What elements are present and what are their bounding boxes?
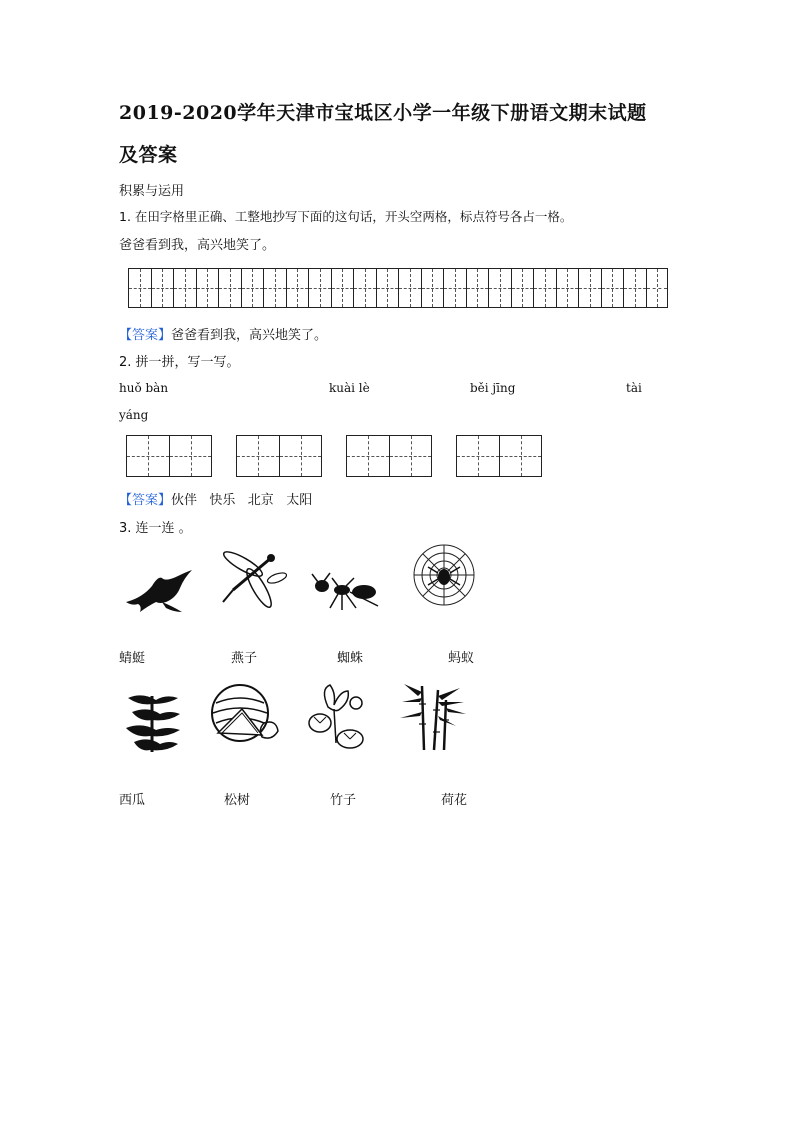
grid-cell bbox=[331, 268, 354, 308]
tian-grid-1 bbox=[126, 435, 212, 477]
grid-cell bbox=[556, 268, 579, 308]
grid-cell bbox=[241, 268, 264, 308]
spider-icon bbox=[410, 543, 478, 609]
pinyin-1: huǒ bàn bbox=[119, 381, 169, 395]
grid-cell bbox=[218, 268, 241, 308]
grid-cell bbox=[286, 268, 309, 308]
grid-cell bbox=[389, 436, 431, 476]
pinyin-2: kuài lè bbox=[329, 381, 370, 395]
document-title: 2019-2020学年天津市宝坻区小学一年级下册语文期末试题 bbox=[119, 102, 647, 124]
plant-label-pine: 松树 bbox=[224, 793, 251, 808]
answer-tag: 【答案】 bbox=[119, 493, 172, 508]
grid-cell bbox=[169, 436, 211, 476]
ant-icon bbox=[308, 572, 386, 612]
bamboo-icon bbox=[398, 680, 468, 752]
answer-text: 伙伴 快乐 北京 太阳 bbox=[171, 493, 313, 508]
grid-cell bbox=[533, 268, 556, 308]
plant-label-bamboo: 竹子 bbox=[330, 793, 357, 808]
question-1-sentence: 爸爸看到我，高兴地笑了。 bbox=[119, 238, 276, 253]
grid-cell bbox=[308, 268, 331, 308]
grid-cell bbox=[279, 436, 321, 476]
grid-cell bbox=[601, 268, 624, 308]
swallow-icon bbox=[122, 568, 196, 616]
tian-grid-2 bbox=[236, 435, 322, 477]
grid-cell bbox=[353, 268, 376, 308]
tian-grid-4 bbox=[456, 435, 542, 477]
animal-label-swallow: 燕子 bbox=[231, 651, 258, 666]
question-2-answer bbox=[119, 489, 312, 508]
pinyin-4-continued: yáng bbox=[119, 408, 149, 422]
grid-cell bbox=[421, 268, 444, 308]
grid-cell bbox=[127, 436, 169, 476]
grid-cell bbox=[173, 268, 196, 308]
question-1-prompt: 1. 在田字格里正确、工整地抄写下面的这句话，开头空两格，标点符号各占一格。 bbox=[119, 209, 573, 224]
plant-label-lotus: 荷花 bbox=[441, 793, 468, 808]
answer-text: 爸爸看到我，高兴地笑了。 bbox=[171, 328, 328, 343]
animal-label-ant: 蚂蚁 bbox=[448, 651, 475, 666]
grid-cell bbox=[237, 436, 279, 476]
grid-cell bbox=[466, 268, 489, 308]
grid-cell bbox=[128, 268, 151, 308]
lotus-icon bbox=[306, 683, 372, 751]
grid-cell bbox=[196, 268, 219, 308]
grid-cell bbox=[499, 436, 541, 476]
document-title-continued: 及答案 bbox=[119, 144, 178, 166]
grid-cell bbox=[578, 268, 601, 308]
grid-cell bbox=[347, 436, 389, 476]
animal-label-dragonfly: 蜻蜓 bbox=[119, 651, 146, 666]
tian-grid-3 bbox=[346, 435, 432, 477]
grid-cell bbox=[488, 268, 511, 308]
watermelon-icon bbox=[208, 683, 280, 745]
pinyin-3: běi jīng bbox=[470, 381, 516, 395]
section-heading: 积累与运用 bbox=[119, 184, 185, 199]
question-3-prompt: 3. 连一连 。 bbox=[119, 521, 192, 536]
grid-cell bbox=[151, 268, 174, 308]
grid-cell bbox=[511, 268, 534, 308]
grid-cell bbox=[457, 436, 499, 476]
question-1-answer bbox=[119, 324, 327, 343]
grid-cell bbox=[263, 268, 286, 308]
question-2-prompt: 2. 拼一拼，写一写。 bbox=[119, 355, 240, 370]
grid-cell bbox=[646, 268, 669, 308]
writing-grid bbox=[128, 268, 668, 308]
animal-label-spider: 蜘蛛 bbox=[337, 651, 364, 666]
pine-tree-icon bbox=[122, 690, 184, 754]
plant-label-watermelon: 西瓜 bbox=[119, 793, 146, 808]
pinyin-4: tài bbox=[626, 381, 642, 395]
grid-cell bbox=[398, 268, 421, 308]
answer-tag: 【答案】 bbox=[119, 328, 172, 343]
grid-cell bbox=[623, 268, 646, 308]
grid-cell bbox=[376, 268, 399, 308]
dragonfly-icon bbox=[215, 550, 287, 612]
grid-cell bbox=[443, 268, 466, 308]
